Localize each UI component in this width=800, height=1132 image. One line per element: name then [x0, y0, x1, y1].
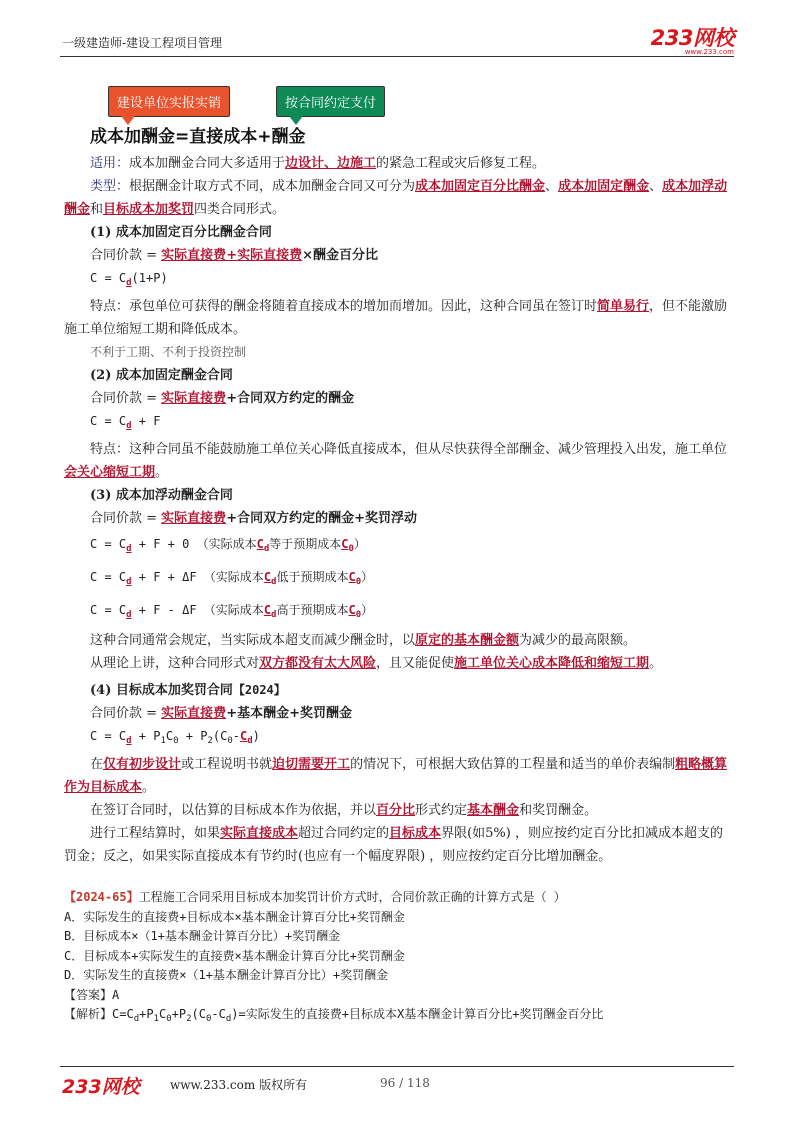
s3-formula-higher: $C = C_d + F - \Delta F$ （实际成本$C_d$高于预期成本$C_0$）	[90, 603, 374, 620]
option-b: B．目标成本×（1+基本酬金计算百分比）+奖罚酬金	[64, 929, 341, 943]
page-number: 96 / 118	[380, 1076, 430, 1090]
s3-heading: (3) 成本加浮动酬金合同	[90, 488, 233, 503]
formula-title: 成本加酬金=直接成本+酬金	[90, 127, 306, 147]
exam-question	[64, 888, 744, 1030]
s3-formula-equal: $C = C_d + F + 0$ （实际成本$C_d$等于预期成本$C_0$）	[90, 537, 366, 554]
s2-heading: (2) 成本加固定酬金合同	[90, 368, 233, 383]
option-a: A．实际发生的直接费+目标成本×基本酬金计算百分比+奖罚酬金	[64, 909, 405, 924]
footer-logo[interactable]: 233网校	[62, 1076, 140, 1098]
s1-heading: (1) 成本加固定百分比酬金合同	[90, 225, 272, 240]
types-paragraph: 类型：根据酬金计取方式不同，成本加酬金合同又可分为成本加固定百分比酬金、成本加固定酬金、成本加浮动酬金和目标成本加奖罚四类合同形式。	[64, 179, 728, 217]
s1-price: 合同价款 = 实际直接费+实际直接费×酬金百分比	[90, 248, 379, 263]
s1-note: 不利于工期、不利于投资控制	[90, 345, 247, 359]
s2-feature: 特点：这种合同虽不能鼓励施工单位关心降低直接成本，但从尽快获得全部酬金、减少管理投入出发，施工单位会关心缩短工期。	[64, 442, 728, 480]
question-analysis: 【解析】$C=C_d+P_1C_0+P_2(C_0-C_d)=$实际发生的直接费+目标成本X基本酬金计算百分比+奖罚酬金百分比	[64, 1007, 604, 1024]
s4-formula: $C = C_d + P_1C_0 + P_2(C_0-C_d)$	[90, 729, 260, 746]
s1-formula: $C = C_d(1+P)$	[90, 271, 168, 288]
s2-price: 合同价款 = 实际直接费+合同双方约定的酬金	[90, 391, 355, 406]
s4-paragraph-3: 进行工程结算时，如果实际直接成本超过合同约定的目标成本界限(如5%) ，则应按约定百分比扣减成本超支的罚金；反之，如果实际直接成本有节约时(也应有一个幅度界限) ，则应按约定百分比增加酬金。	[64, 826, 723, 864]
logo-url: www.233.com	[684, 48, 734, 56]
header-title: 一级建造师-建设工程项目管理	[62, 36, 223, 50]
s3-price: 合同价款 = 实际直接费+合同双方约定的酬金+奖罚浮动	[90, 511, 417, 526]
s2-formula: $C = C_d + F$	[90, 414, 161, 431]
s1-feature: 特点：承包单位可获得的酬金将随着直接成本的增加而增加。因此，这种合同虽在签订时简单易行，但不能激励施工单位缩短工期和降低成本。	[64, 299, 728, 337]
option-d: D．实际发生的直接费×（1+基本酬金计算百分比）+奖罚酬金	[64, 968, 389, 982]
brand-logo[interactable]	[651, 22, 734, 56]
question-answer: 【答案】A	[64, 987, 120, 1002]
footer-divider	[60, 1066, 734, 1067]
s3-formula-lower: $C = C_d + F + \Delta F$ （实际成本$C_d$低于预期成本$C_0$）	[90, 570, 374, 587]
option-c: C．目标成本+实际发生的直接费×基本酬金计算百分比+奖罚酬金	[64, 948, 405, 963]
applicable-paragraph: 适用：成本加酬金合同大多适用于边设计、边施工的紧急工程或灾后修复工程。	[90, 156, 546, 171]
tag-contract-payment: 按合同约定支付	[276, 86, 385, 117]
document-body	[64, 152, 734, 868]
s3-paragraph-2: 从理论上讲，这种合同形式对双方都没有太大风险，且又能促使施工单位关心成本降低和缩短工期。	[90, 656, 663, 671]
s4-heading: (4) 目标成本加奖罚合同【2024】	[90, 683, 286, 698]
logo-text: 233网校	[650, 26, 734, 50]
s3-paragraph-1: 这种合同通常会规定，当实际成本超支而减少酬金时，以原定的基本酬金额为减少的最高限额。	[90, 633, 637, 648]
tag-owner-reimburse: 建设单位实报实销	[108, 86, 230, 117]
s4-paragraph-1: 在仅有初步设计或工程说明书就迫切需要开工的情况下，可根据大致估算的工程量和适当的单价表编制粗略概算作为目标成本。	[64, 757, 728, 795]
question-stem: 【2024-65】工程施工合同采用目标成本加奖罚计价方式时，合同价款正确的计算方式是（ ）	[64, 890, 566, 904]
header-divider	[60, 56, 734, 57]
s4-price: 合同价款 = 实际直接费+基本酬金+奖罚酬金	[90, 706, 352, 721]
s4-paragraph-2: 在签订合同时，以估算的目标成本作为依据，并以百分比形式约定基本酬金和奖罚酬金。	[90, 803, 598, 818]
footer-copyright: www.233.com 版权所有	[170, 1078, 308, 1092]
